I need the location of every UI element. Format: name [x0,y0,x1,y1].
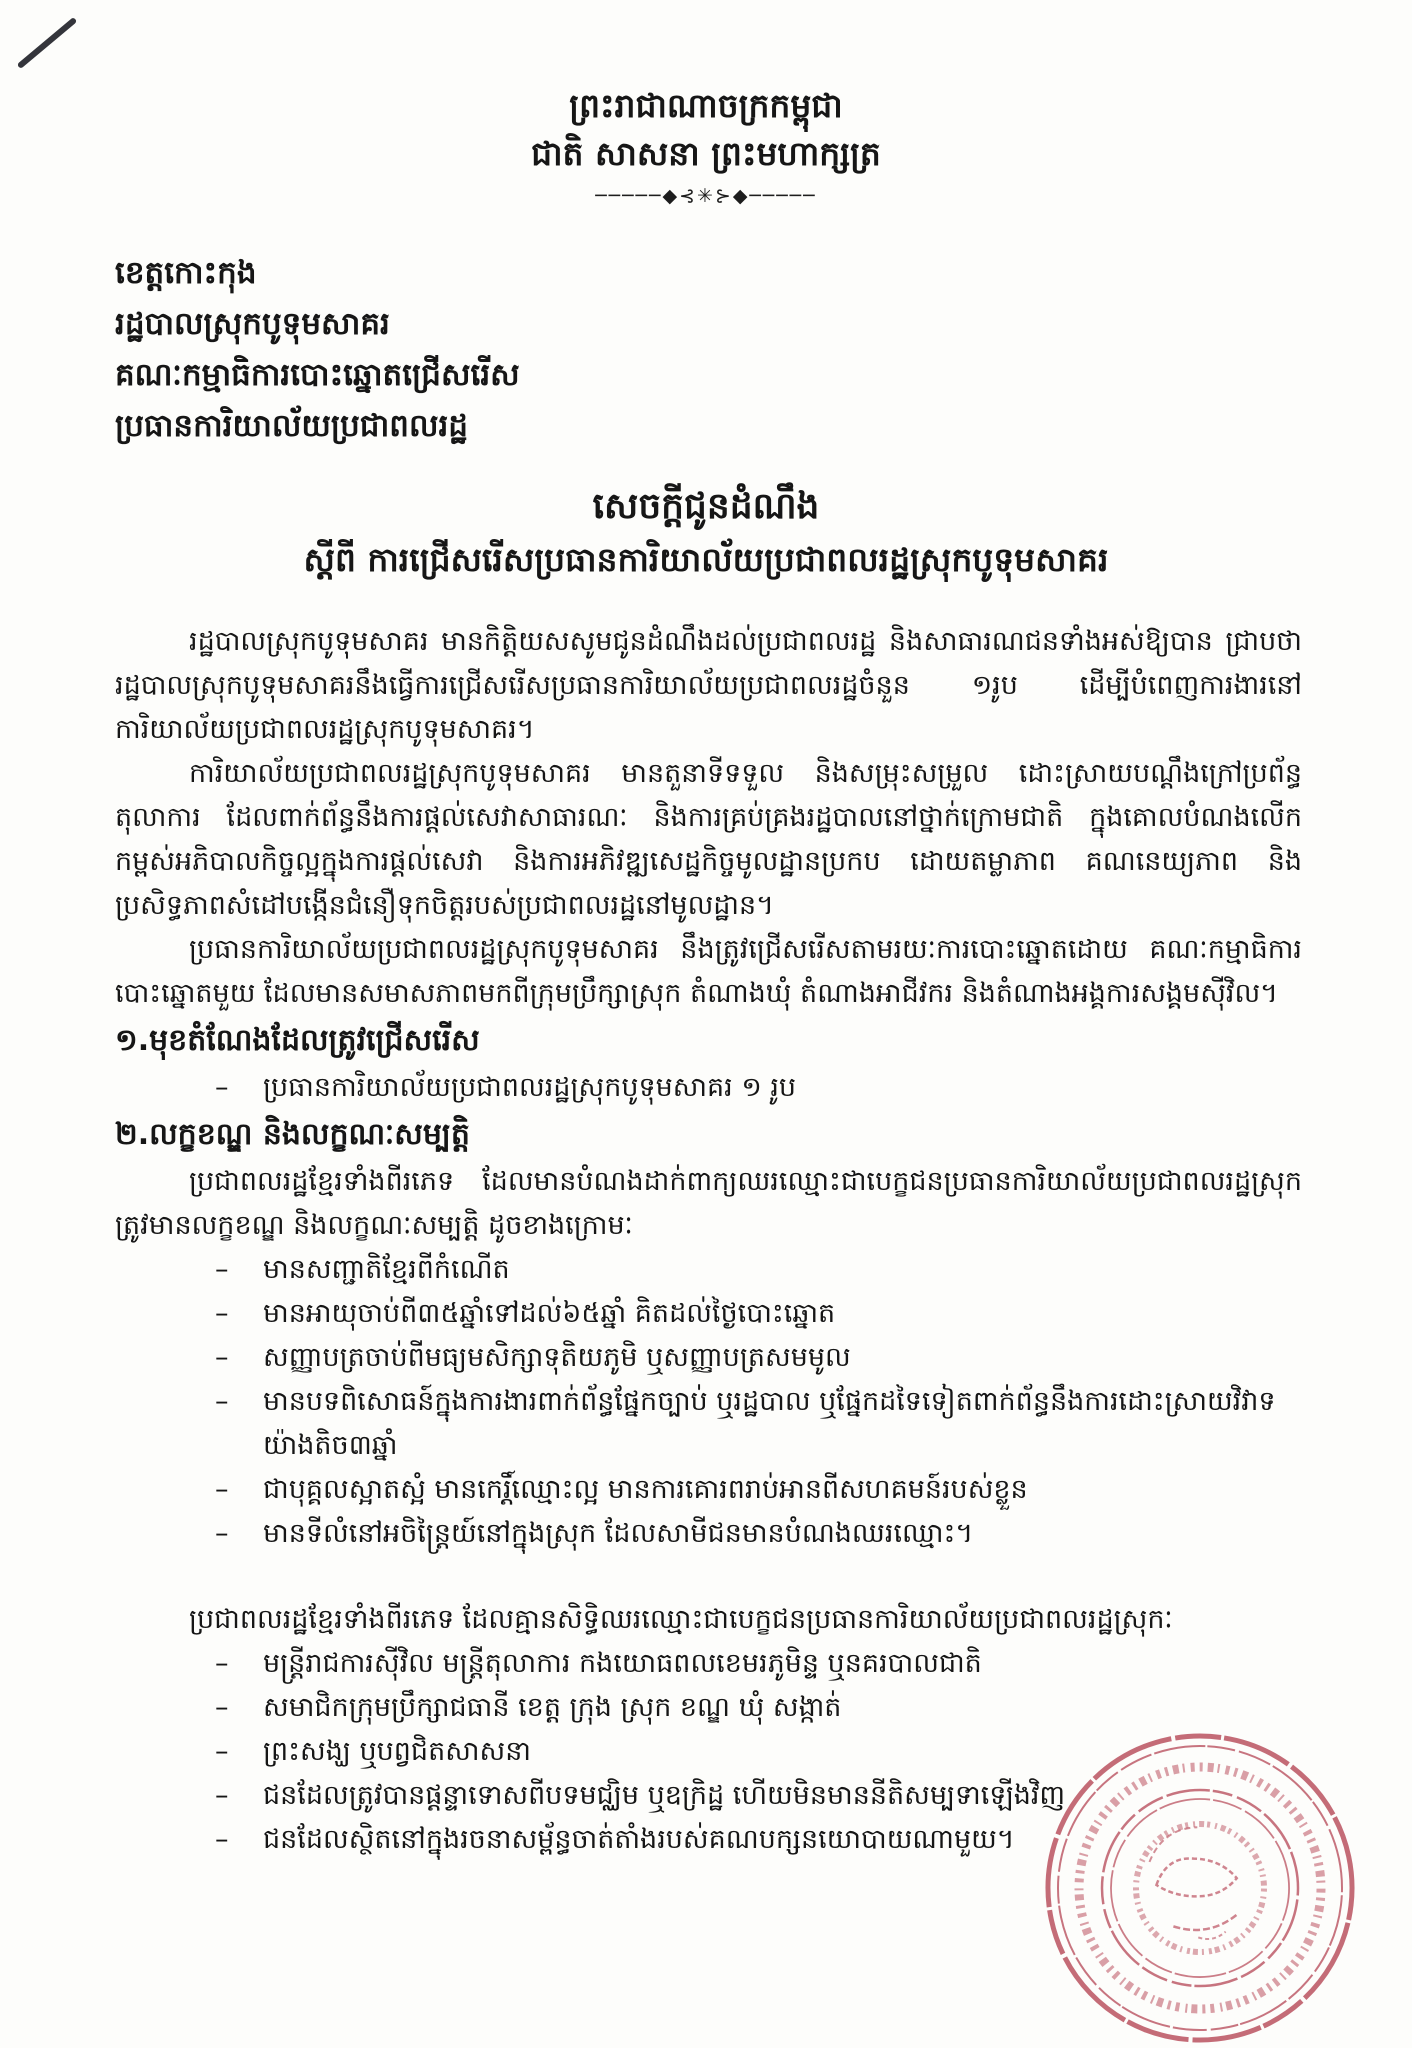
list-item: – ព្រះសង្ឃ ឬបព្វជិតសាសនា [115,1730,1302,1774]
bullet-dash: – [215,1254,229,1285]
bullet-dash: – [215,1736,229,1767]
bullet-dash: – [215,1824,229,1855]
bullet-dash: – [215,1298,229,1329]
issuer-committee: គណៈកម្មាធិការបោះឆ្នោតជ្រើសរើស [115,357,520,393]
list-item: – ជនដែលស្ថិតនៅក្នុងរចនាសម្ព័ន្ធចាត់តាំងរបស់គណបក្សនយោបាយណាមួយ។ [115,1818,1302,1862]
list-item: – ប្រធានការិយាល័យប្រជាពលរដ្ឋស្រុកបូទុមសាគរ ១ រូប [115,1066,1302,1110]
divider-ornament: ─────◆⊰✳⊱◆───── [595,185,817,207]
title-announcement: សេចក្តីជូនដំណឹង [592,486,820,527]
kingdom-motto-line2: ជាតិ សាសនា ព្រះមហាក្សត្រ [531,134,881,173]
list-item: – មានសញ្ជាតិខ្មែរពីកំណើត [115,1248,1302,1292]
paragraph-3: ប្រធានការិយាល័យប្រជាពលរដ្ឋស្រុកបូទុមសាគរ នឹងត្រូវជ្រើសរើសតាមរយៈការបោះឆ្នោតដោយ គណៈកម្មាធិការបោះឆ្នោតមួយ ដែលមានសមាសភាពមកពីក្រុមប្រឹក្សាស្រុក តំណាងឃុំ តំណាងអាជីវករ និងតំណាងអង្គការសង្គមស៊ីវិល។ [115,934,1302,1009]
bullet-dash: – [215,1518,229,1549]
section-1-list [115,1066,1302,1110]
section-1-heading: ១.មុខតំណែងដែលត្រូវជ្រើសរើស [115,1023,480,1058]
bullet-dash: – [215,1072,229,1103]
list-item: – មានបទពិសោធន៍ក្នុងការងារពាក់ព័ន្ធផ្នែកច្បាប់ ឬរដ្ឋបាល ឬផ្នែកដទៃទៀតពាក់ព័ន្ធនឹងការដោះស្រាយវិវាទយ៉ាងតិច៣ឆ្នាំ [115,1380,1302,1468]
paragraph-2: ការិយាល័យប្រជាពលរដ្ឋស្រុកបូទុមសាគរ មានតួនាទីទទួល និងសម្រុះសម្រួល ដោះស្រាយបណ្តឹងក្រៅប្រព័ន្ធតុលាការ ដែលពាក់ព័ន្ធនឹងការផ្តល់សេវាសាធារណៈ និងការគ្រប់គ្រងរដ្ឋបាលនៅថ្នាក់ក្រោមជាតិ ក្នុងគោលបំណងលើកកម្ពស់អភិបាលកិច្ចល្អក្នុងការផ្តល់សេវា និងការអភិវឌ្ឍសេដ្ឋកិច្ចមូលដ្ឋានប្រកប ដោយតម្លាភាព គណនេយ្យភាព និងប្រសិទ្ធភាពសំដៅបង្កើនជំនឿទុកចិត្តរបស់ប្រជាពលរដ្ឋនៅមូលដ្ឋាន។ [115,758,1302,921]
issuer-office-chief: ប្រធានការិយាល័យប្រជាពលរដ្ឋ [115,408,468,444]
bullet-dash: – [215,1386,229,1417]
list-item: – សញ្ញាបត្រចាប់ពីមធ្យមសិក្សាទុតិយភូមិ ឬសញ្ញាបត្រសមមូល [115,1336,1302,1380]
bullet-dash: – [215,1692,229,1723]
issuer-block [115,248,1412,452]
list-item: – ជាបុគ្គលស្អាតស្អំ មានកេរ្តិ៍ឈ្មោះល្អ មានការគោរពរាប់អានពីសហគមន៍របស់ខ្លួន [115,1468,1302,1512]
section-2-intro: ប្រជាពលរដ្ឋខ្មែរទាំងពីរភេទ ដែលមានបំណងដាក់ពាក្យឈរឈ្មោះជាបេក្ខជនប្រធានការិយាល័យប្រជាពលរដ្ឋស្រុក ត្រូវមានលក្ខខណ្ឌ និងលក្ខណៈសម្បត្តិ ដូចខាងក្រោមៈ [115,1166,1302,1241]
issuer-district-administration: រដ្ឋបាលស្រុកបូទុមសាគរ [115,306,390,342]
list-item: – ជនដែលត្រូវបានផ្តន្ទាទោសពីបទមជ្ឈិម ឬឧក្រិដ្ឋ ហើយមិនមាននីតិសម្បទាឡើងវិញ [115,1774,1302,1818]
issuer-province: ខេត្តកោះកុង [115,255,257,291]
list-item: – មន្ត្រីរាជការស៊ីវិល មន្ត្រីតុលាការ កងយោធពលខេមរភូមិន្ទ ឬនគរបាលជាតិ [115,1642,1302,1686]
list-item: – មានអាយុចាប់ពី៣៥ឆ្នាំទៅដល់៦៥ឆ្នាំ គិតដល់ថ្ងៃបោះឆ្នោត [115,1292,1302,1336]
list-item: – សមាជិកក្រុមប្រឹក្សាជធានី ខេត្ត ក្រុង ស្រុក ខណ្ឌ ឃុំ សង្កាត់ [115,1686,1302,1730]
paragraph-1: រដ្ឋបាលស្រុកបូទុមសាគរ មានកិត្តិយសសូមជូនដំណឹងដល់ប្រជាពលរដ្ឋ និងសាធារណជនទាំងអស់ឱ្យបាន ជ្រាបថា រដ្ឋបាលស្រុកបូទុមសាគរនឹងធ្វើការជ្រើសរើសប្រធានការិយាល័យប្រជាពលរដ្ឋចំនួន ១រូប ដើម្បីបំពេញការងារនៅការិយាល័យប្រជាពលរដ្ឋស្រុកបូទុមសាគរ។ [115,626,1302,745]
title-subject: ស្តីពី ការជ្រើសរើសប្រធានការិយាល័យប្រជាពលរដ្ឋស្រុកបូទុមសាគរ [303,540,1109,579]
ineligible-intro: ប្រជាពលរដ្ឋខ្មែរទាំងពីរភេទ ដែលគ្មានសិទ្ធិឈរឈ្មោះជាបេក្ខជនប្រធានការិយាល័យប្រជាពលរដ្ឋស្រុកៈ [189,1604,1173,1635]
bullet-dash: – [215,1474,229,1505]
pen-stroke-mark [17,17,78,69]
section-2-list [115,1248,1302,1556]
bullet-dash: – [215,1780,229,1811]
bullet-dash: – [215,1342,229,1373]
bullet-dash: – [215,1648,229,1679]
section-2-heading: ២.លក្ខខណ្ឌ និងលក្ខណៈសម្បត្តិ [115,1117,470,1152]
official-red-seal [1038,1726,1362,2048]
document-body [115,620,1302,1862]
spacer [115,1556,1302,1598]
document-title [0,480,1412,586]
document-header [0,82,1412,214]
kingdom-motto-line1: ព្រះរាជាណាចក្រកម្ពុជា [569,86,843,125]
list-item: – មានទីលំនៅអចិន្ត្រៃយ៍នៅក្នុងស្រុក ដែលសាមីជនមានបំណងឈរឈ្មោះ។ [115,1512,1302,1556]
